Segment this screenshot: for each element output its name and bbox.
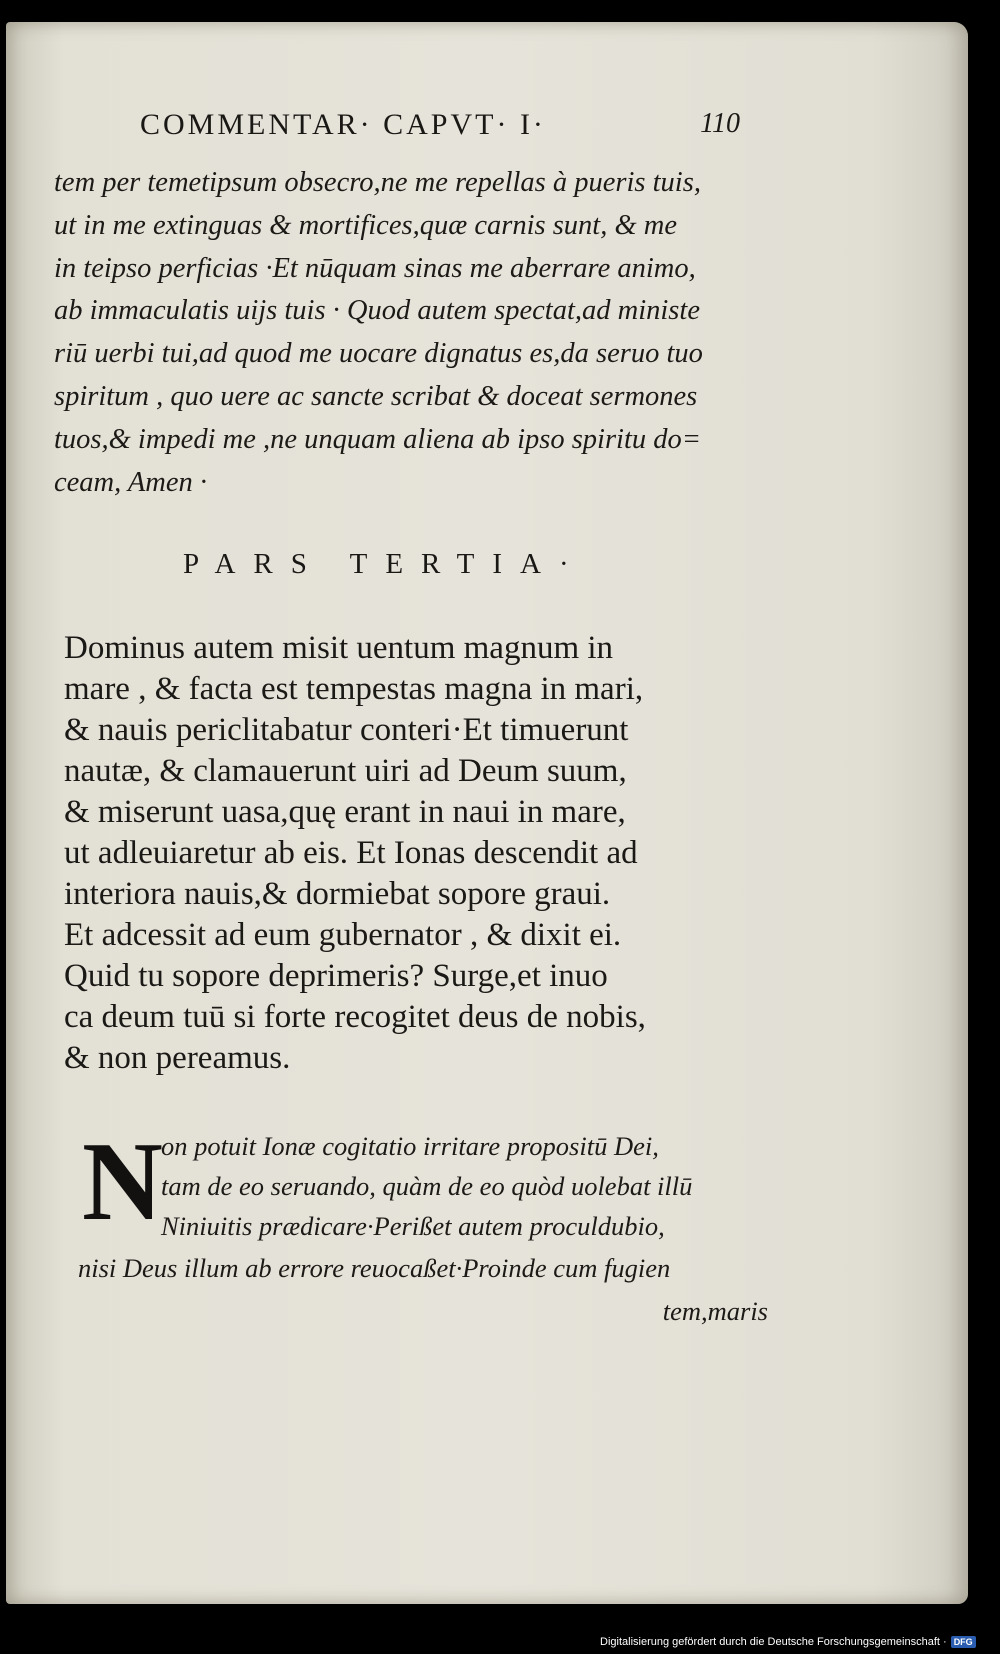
prayer-line: tem per temetipsum obsecro,ne me repellas à pueris tuis, [54,167,701,198]
prayer-line: spiritum , quo uere ac sancte scribat & doceat sermones [54,380,698,412]
scripture-line: ut adleuiaretur ab eis. Et Ionas descendit ad [64,835,638,871]
section-heading: PARS TERTIA· [183,548,587,580]
prayer-line: ut in me extinguas & mortifices,quæ carnis sunt, & me [54,209,677,241]
drop-cap-initial: N [82,1120,163,1244]
scripture-line: & nauis periclitabatur conteri·Et timuerunt [64,712,629,748]
commentary-line: Niniuitis prædicare·Perißet autem proculdubio, [161,1211,665,1241]
prayer-line: tuos,& impedi me ,ne unquam aliena ab ipso spiritu do= [54,423,701,455]
running-title: COMMENTAR· CAPVT· I· [140,108,546,141]
scripture-line: Et adcessit ad eum gubernator , & dixit ei. [64,917,622,953]
scripture-line: & miserunt uasa,quę erant in naui in mare, [64,794,626,830]
scripture-line: mare , & facta est tempestas magna in mari, [64,671,644,707]
folio-number: 110 [700,108,740,139]
page-header [140,108,740,152]
scripture-line: & non pereamus. [64,1040,291,1076]
funding-credit: Digitalisierung gefördert durch die Deutsche Forschungsgemeinschaft · [600,1636,947,1648]
prayer-line: ab immaculatis uijs tuis · Quod autem spectat,ad ministe [54,295,700,327]
commentary-line: tam de eo seruando, quàm de eo quòd uolebat illū [161,1171,693,1201]
commentary-line: nisi Deus illum ab errore reuocaßet·Proinde cum fugien [78,1253,671,1283]
scripture-line: interiora nauis,& dormiebat sopore graui. [64,876,611,912]
scripture-line: nautæ, & clamauerunt uiri ad Deum suum, [64,753,627,789]
scripture-line: ca deum tuū si forte recogitet deus de nobis, [64,999,646,1035]
scripture-line: Quid tu sopore deprimeris? Surge,et inuo [64,958,608,994]
catchword: tem,maris [662,1296,768,1326]
prayer-block [54,162,754,504]
scripture-block [64,628,764,1079]
dfg-logo: DFG [951,1636,976,1648]
commentary-block [78,1120,768,1336]
digitization-footer [600,1634,976,1650]
prayer-line: in teipso perficias ·Et nūquam sinas me aberrare animo, [54,252,696,284]
prayer-line: riū uerbi tui,ad quod me uocare dignatus es,da seruo tuo [54,338,703,370]
commentary-line: on potuit Ionæ cogitatio irritare propositū Dei, [161,1131,659,1161]
scripture-line: Dominus autem misit uentum magnum in [64,630,614,666]
prayer-line: ceam, Amen · [54,466,208,498]
